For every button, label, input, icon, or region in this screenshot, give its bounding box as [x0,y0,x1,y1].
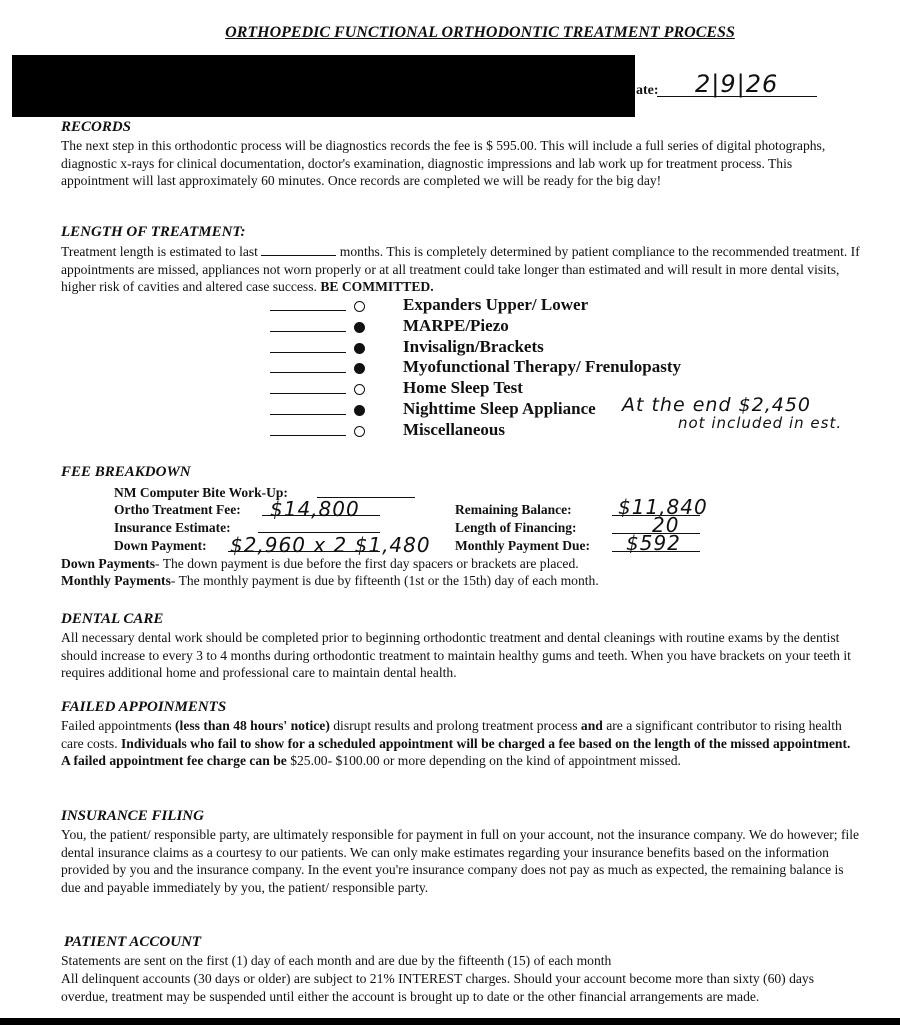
failed-appointments-text [61,717,861,770]
date-value[interactable]: 2|9|26 [695,70,779,98]
option-blank-line[interactable] [270,310,346,311]
remaining-balance-value[interactable]: $11,840 [618,495,708,519]
option-blank-line[interactable] [270,435,346,436]
date-label: ate: [636,83,659,98]
option-label: Expanders Upper/ Lower [403,295,589,314]
option-label: Myofunctional Therapy/ Frenulopasty [403,357,682,377]
option-label: Nighttime Sleep Appliance [403,399,596,418]
empty-bullet-icon[interactable] [354,384,365,395]
sleep-note-1: At the end $2,450 [622,394,812,416]
bite-label: NM Computer Bite Work-Up: [114,485,288,500]
option-blank-line[interactable] [270,393,346,394]
option-blank-line[interactable] [270,414,346,415]
insurance-filing-text: You, the patient/ responsible party, are ultimately responsible for payment in full on your account, not the insurance company. We do however; file dental insurance claims as a courtesy to our patients. We can only make estimates regarding your insurance benefits based on the information provided by you and the insurance company. In the event you're insurance company does not pay as much as expected, the remaining balance is due and payable immediately by you, the patient/ responsible party. [61,827,860,895]
length-text-b: months. This is completely determined by patient compliance to the recommended treatment. If appointments are missed, appliances not worn properly or at all treatment could take longer than estimated and will result in more dental visits, higher risk of cavities and altered case success. [61,244,860,294]
failed-appointments-heading: FAILED APPOINMENTS [61,699,227,715]
option-blank-line[interactable] [270,372,346,373]
insurance-estimate-label: Insurance Estimate: [114,520,231,535]
records-text: The next step in this orthodontic process will be diagnostics records the fee is $ 595.00. This will include a full series of digital photographs, diagnostic x-rays for clinical documentation, doctor's examination, diagnostic impressions and lab work up for treatment process. This appointment will last approximately 60 minutes. Once records are completed we will be ready for the big day! [61,138,826,188]
failed-t1: Failed appointments [61,718,176,733]
option-blank-line[interactable] [270,331,346,332]
ortho-fee-value[interactable]: $14,800 [270,497,360,521]
option-label: Miscellaneous [403,419,505,439]
failed-b1: (less than 48 hours' notice) [175,718,330,733]
empty-bullet-icon[interactable] [354,426,365,437]
patient-account-line2: All delinquent accounts (30 days or older) are subject to 21% INTEREST charges. Should your account become more than sixty (60) days overdue, treatment may be suspended until either the account is brought up to date or the other financial arrangements are made. [61,971,815,1004]
dental-care-text: All necessary dental work should be completed prior to beginning orthodontic treatment and dental cleanings with routine exams by the dentist should increase to every 3 to 4 months during orthodontic treatment to maintain healthy gums and teeth. When you have brackets on your teeth it requires additional home and professional care to maintain dental health. [61,630,851,680]
filled-bullet-icon[interactable] [354,363,365,374]
option-blank-line[interactable] [270,352,346,353]
sleep-note-2: not included in est. [678,414,843,432]
option-label: Invisalign/Brackets [403,336,544,356]
failed-t3: are a significant contributor to rising health care costs. [61,718,842,751]
filled-bullet-icon[interactable] [354,322,365,333]
patient-account-heading: PATIENT ACCOUNT [64,934,202,950]
filled-bullet-icon[interactable] [354,343,365,354]
filled-bullet-icon[interactable] [354,405,365,416]
be-committed: BE COMMITTED. [320,279,434,294]
monthly-payment-value[interactable]: $592 [626,531,681,555]
length-heading: LENGTH OF TREATMENT: [61,224,246,240]
down-payments-note [61,555,861,573]
length-text [61,243,861,296]
failed-b2: and [580,718,603,733]
down-note-label: Down Payments [61,556,156,571]
monthly-note-label: Monthly Payments [61,573,171,588]
financing-length-label: Length of Financing: [455,520,577,535]
monthly-payment-label: Monthly Payment Due: [455,538,590,553]
down-note-text: - The down payment is due before the first day spacers or brackets are placed. [155,556,579,571]
failed-t4: $25.00- $100.00 or more depending on the kind of appointment missed. [286,753,681,768]
option-label: MARPE/Piezo [403,315,509,335]
monthly-payments-note [61,572,861,590]
down-payment-value[interactable]: $2,960 x 2 $1,480 [230,533,431,557]
insurance-filing-heading: INSURANCE FILING [61,808,204,824]
redacted-patient-info [12,55,635,117]
months-blank[interactable] [261,245,336,256]
down-payment-label: Down Payment: [114,538,207,553]
financing-length-value[interactable]: 20 [652,513,680,537]
dental-care-heading: DENTAL CARE [61,611,164,627]
document-title: ORTHOPEDIC FUNCTIONAL ORTHODONTIC TREATMENT PROCESS [225,24,735,41]
failed-t2: disrupt results and prolong treatment process [329,718,581,733]
patient-account-line1: Statements are sent on the first (1) day of each month and are due by the fifteenth (15) of each month [61,953,612,968]
remaining-balance-label: Remaining Balance: [455,502,572,517]
length-text-a: Treatment length is estimated to last [61,244,258,259]
ortho-fee-label: Ortho Treatment Fee: [114,502,241,517]
failed-b3: Individuals who fail to show for a scheduled appointment will be charged a fee based on the length of the missed appointment. A failed appointment fee charge can be [61,735,851,768]
records-heading: RECORDS [61,119,132,135]
option-label: Home Sleep Test [403,378,523,398]
monthly-note-text: - The monthly payment is due by fifteenth (1st or the 15th) day of each month. [170,573,599,588]
page-bottom-edge [0,1018,900,1025]
fee-heading: FEE BREAKDOWN [61,464,191,480]
empty-bullet-icon[interactable] [354,301,365,312]
